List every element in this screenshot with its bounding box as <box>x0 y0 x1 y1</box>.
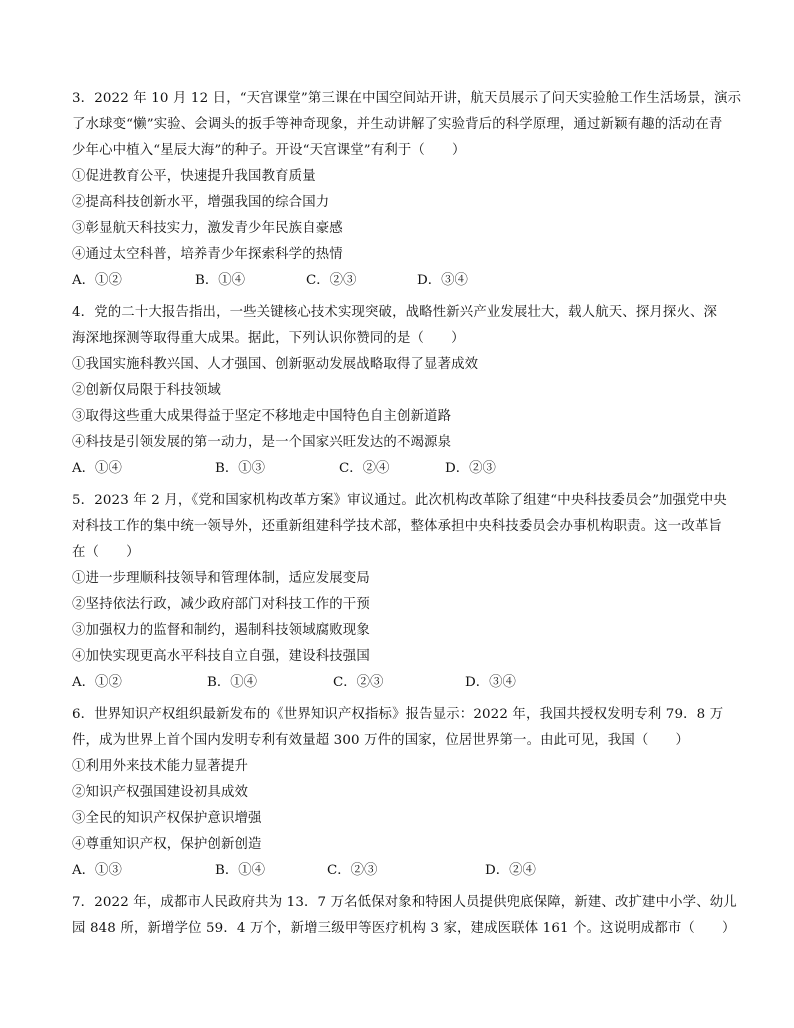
question-stem-line: 6．世界知识产权组织最新发布的《世界知识产权指标》报告显示：2022 年，我国共授权发明专利 79．8 万 <box>72 707 724 722</box>
question-stem-line: 对科技工作的集中统一领导外，还重新组建科学技术部，整体承担中央科技委员会办事机构职责。这一改革旨 <box>72 519 722 534</box>
question-6 <box>72 702 728 884</box>
option-d[interactable]: D．③④ <box>465 675 516 690</box>
question-7 <box>72 890 737 942</box>
question-stem-line: 件，成为世界上首个国内发明专利有效量超 300 万件的国家，位居世界第一。由此可见，我国（ ） <box>72 733 690 748</box>
statement-item: ①我国实施科教兴国、人才强国、创新驱动发展战略取得了显著成效 <box>72 357 479 372</box>
option-b[interactable]: B．①④ <box>207 675 258 690</box>
option-a[interactable]: A．①② <box>72 273 122 288</box>
statement-item: ②知识产权强国建设初具成效 <box>72 785 249 800</box>
option-b[interactable]: B．①④ <box>195 273 246 288</box>
question-stem-line: 在（ ） <box>72 545 140 560</box>
statement-item: ③彰显航天科技实力，激发青少年民族自豪感 <box>72 221 343 236</box>
statement-item: ②坚持依法行政，减少政府部门对科技工作的干预 <box>72 597 370 612</box>
answer-options <box>72 670 728 696</box>
option-a[interactable]: A．①④ <box>72 461 122 476</box>
answer-options <box>72 456 728 482</box>
question-stem-line: 了水球变“懒”实验、会调头的扳手等神奇现象，并生动讲解了实验背后的科学原理，通过新颖有趣的活动在青 <box>72 117 723 132</box>
question-stem-line: 7．2022 年，成都市人民政府共为 13．7 万名低保对象和特困人员提供兜底保障，新建、改扩建中小学、幼儿 <box>72 895 737 910</box>
option-a[interactable]: A．①② <box>72 675 122 690</box>
question-stem-line: 3．2022 年 10 月 12 日，“天宫课堂”第三课在中国空间站开讲，航天员展示了问天实验舱工作生活场景，演示 <box>72 91 742 106</box>
question-5 <box>72 488 728 696</box>
option-d[interactable]: D．③④ <box>417 273 468 288</box>
option-c[interactable]: C．②③ <box>327 863 378 878</box>
statement-item: ④科技是引领发展的第一动力，是一个国家兴旺发达的不竭源泉 <box>72 435 452 450</box>
option-c[interactable]: C．②③ <box>306 273 357 288</box>
statement-item: ③全民的知识产权保护意识增强 <box>72 811 262 826</box>
answer-options <box>72 268 728 294</box>
statement-item: ①促进教育公平，快速提升我国教育质量 <box>72 169 316 184</box>
option-a[interactable]: A．①③ <box>72 863 122 878</box>
question-3 <box>72 86 742 294</box>
option-b[interactable]: B．①③ <box>215 461 266 476</box>
option-c[interactable]: C．②④ <box>339 461 390 476</box>
option-d[interactable]: D．②③ <box>445 461 496 476</box>
statement-item: ③加强权力的监督和制约，遏制科技领域腐败现象 <box>72 623 370 638</box>
statement-item: ③取得这些重大成果得益于坚定不移地走中国特色自主创新道路 <box>72 409 452 424</box>
question-stem-line: 园 848 所，新增学位 59．4 万个，新增三级甲等医疗机构 3 家，建成医联体 161 个。这说明成都市（ ） <box>72 921 736 936</box>
statement-item: ④通过太空科普，培养青少年探索科学的热情 <box>72 247 343 262</box>
statement-item: ①进一步理顺科技领导和管理体制，适应发展变局 <box>72 571 370 586</box>
option-d[interactable]: D．②④ <box>485 863 536 878</box>
statement-item: ②创新仅局限于科技领域 <box>72 383 221 398</box>
question-4 <box>72 300 728 482</box>
statement-item: ④加快实现更高水平科技自立自强，建设科技强国 <box>72 649 370 664</box>
statement-item: ①利用外来技术能力显著提升 <box>72 759 249 774</box>
question-stem-line: 少年心中植入“星辰大海”的种子。开设“天宫课堂”有利于（ ） <box>72 143 466 158</box>
statement-item: ②提高科技创新水平，增强我国的综合国力 <box>72 195 330 210</box>
answer-options <box>72 858 728 884</box>
question-stem-line: 5．2023 年 2 月，《党和国家机构改革方案》审议通过。此次机构改革除了组建“中央科技委员会”加强党中央 <box>72 493 727 508</box>
option-c[interactable]: C．②③ <box>333 675 384 690</box>
statement-item: ④尊重知识产权，保护创新创造 <box>72 837 262 852</box>
question-stem-line: 海深地探测等取得重大成果。据此，下列认识你赞同的是（ ） <box>72 331 465 346</box>
question-stem-line: 4．党的二十大报告指出，一些关键核心技术实现突破，战略性新兴产业发展壮大，载人航天、探月探火、深 <box>72 305 718 320</box>
option-b[interactable]: B．①④ <box>215 863 266 878</box>
